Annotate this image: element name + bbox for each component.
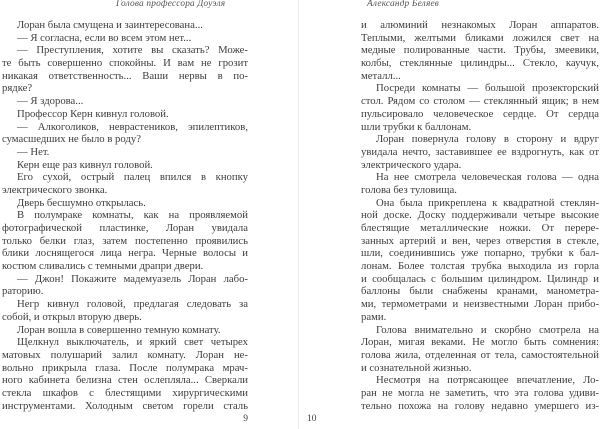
- text-line: ми, термометрами и неизвестными Лоран прибо-: [361, 298, 599, 311]
- text-line: ной доске. Доску поддерживали четыре высокие: [361, 209, 599, 222]
- text-line: и алюминий незнакомых Лоран аппаратов.: [361, 19, 599, 31]
- text-line: никакая ответственность... Ваши нервы в по-: [2, 69, 248, 82]
- text-line: занных артерий и вен, через отверстия в стекле,: [361, 234, 599, 247]
- text-line: Негр кивнул головой, предлагая следовать за: [17, 298, 248, 311]
- text-line: — Я здорова...: [17, 95, 84, 108]
- text-line: блестящие металлические ножки. От перере-: [361, 222, 599, 234]
- text-line: стол. Рядом со столом — стеклянный ящик; в нем: [361, 95, 599, 108]
- text-line: — Алкоголиков, неврастеников, эпилептиков,: [17, 120, 248, 133]
- text-line: Посреди комнаты — большой прозекторский: [376, 82, 599, 95]
- text-line: шли, соединившись уже попарно, трубки к бал-: [361, 247, 599, 260]
- text-line: — Я согласна, если во всем этом нет...: [17, 31, 192, 44]
- text-line: инструментами. Холодным светом горели сталь: [2, 399, 248, 412]
- text-line: пульсировало человеческое сердце. От сердца: [361, 107, 599, 120]
- text-line: Профессор Керн кивнул головой.: [17, 107, 169, 120]
- text-line: те быть совершенно спокойны. И вам не грозит: [2, 57, 248, 70]
- text-line: собой, и открыл вторую дверь.: [2, 310, 142, 323]
- left-page: [0, 0, 298, 429]
- text-line: ран не могла не заметить, что эта голова удиви-: [361, 386, 599, 399]
- text-line: голова без туловища.: [361, 183, 457, 196]
- text-line: костюм сливались с темными драпри двери.: [2, 260, 204, 273]
- text-line: рядке?: [2, 82, 33, 95]
- text-line: колбы, стеклянные цилиндры... Стекло, каучук,: [361, 57, 599, 70]
- text-line: тельно похожа на голову недавно умершего из-: [361, 399, 599, 412]
- left-page-text-block: [2, 19, 248, 412]
- text-line: шли трубки к баллонам.: [361, 120, 472, 133]
- text-line: Теплыми, желтыми бликами ложился свет на: [361, 31, 599, 44]
- text-line: сумасшедших не было в роду?: [2, 133, 141, 146]
- text-line: Щелкнул выключатель, и яркий свет четырех: [17, 336, 248, 349]
- right-page-text-block: [361, 19, 599, 412]
- text-line: баллоны были снабжены кранами, манометра-: [361, 285, 599, 298]
- text-line: Несмотря на потрясающее впечатление, Ло-: [376, 374, 599, 387]
- text-line: Она была прикреплена к квадратной стеклян-: [376, 196, 599, 209]
- text-line: медные полированные части. Трубы, змеевики,: [361, 44, 599, 57]
- text-line: — Джон! Покажите мадемуазель Лоран лабо-: [17, 272, 248, 285]
- text-line: матовых полушарий залил комнату. Лоран не-: [2, 348, 248, 361]
- left-running-head-book-title: Голова профессора Доуэля: [116, 0, 226, 9]
- text-line: Голова внимательно и скорбно смотрела на: [376, 323, 599, 336]
- right-page-number: 10: [307, 414, 317, 424]
- text-line: На нее смотрела человеческая голова — одна: [376, 171, 599, 184]
- text-line: и сознательной жизнью.: [361, 361, 472, 374]
- text-line: электрического звонка.: [2, 183, 108, 196]
- text-line: голова жила, отделенная от тела, самостоятельной: [361, 348, 599, 361]
- text-line: — Нет.: [17, 145, 50, 158]
- text-line: фотографической пластинке, Лоран увидала: [2, 222, 248, 234]
- text-line: ного кабинета белизна стен ослепляла... Сверкали: [2, 374, 248, 387]
- text-line: Лоран вошла в совершенно темную комнату.: [17, 323, 221, 336]
- right-running-head-author: Александр Беляев: [367, 0, 440, 9]
- text-line: В полумраке комнаты, как на проявляемой: [17, 209, 248, 222]
- right-page: [299, 0, 600, 429]
- text-line: рами.: [361, 310, 387, 323]
- text-line: только белки глаз, затем постепенно проявились: [2, 234, 248, 247]
- text-line: Лоран повернула голову в сторону и вдруг: [376, 133, 599, 146]
- text-line: раторию.: [2, 285, 44, 298]
- text-line: блики лоснящегося лица негра. Черные волосы и: [2, 247, 248, 260]
- text-line: вольно прикрыла глаза. После полумрака мрач-: [2, 361, 248, 374]
- text-line: Лоран была смущена и заинтересована...: [17, 19, 203, 31]
- text-line: Его сухой, острый палец впился в кнопку: [17, 171, 248, 184]
- text-line: стекла шкафов с блестящими хирургическими: [2, 386, 248, 399]
- text-line: Керн еще раз кивнул головой.: [17, 158, 153, 171]
- text-line: лонам. Более толстая трубка выходила из горла: [361, 260, 599, 273]
- text-line: металл...: [361, 69, 401, 82]
- text-line: Лоран, мигая веками. Не могло быть сомнения:: [361, 336, 599, 349]
- left-page-number: 9: [243, 414, 248, 424]
- text-line: и сообщалась с большим цилиндром. Цилиндр и: [361, 272, 599, 285]
- text-line: увидала нечто, заставившее ее вздрогнуть, как от: [361, 145, 599, 158]
- text-line: — Преступления, хотите вы сказать? Може-: [17, 44, 248, 57]
- text-line: Дверь бесшумно открылась.: [17, 196, 146, 209]
- text-line: электрического удара.: [361, 158, 462, 171]
